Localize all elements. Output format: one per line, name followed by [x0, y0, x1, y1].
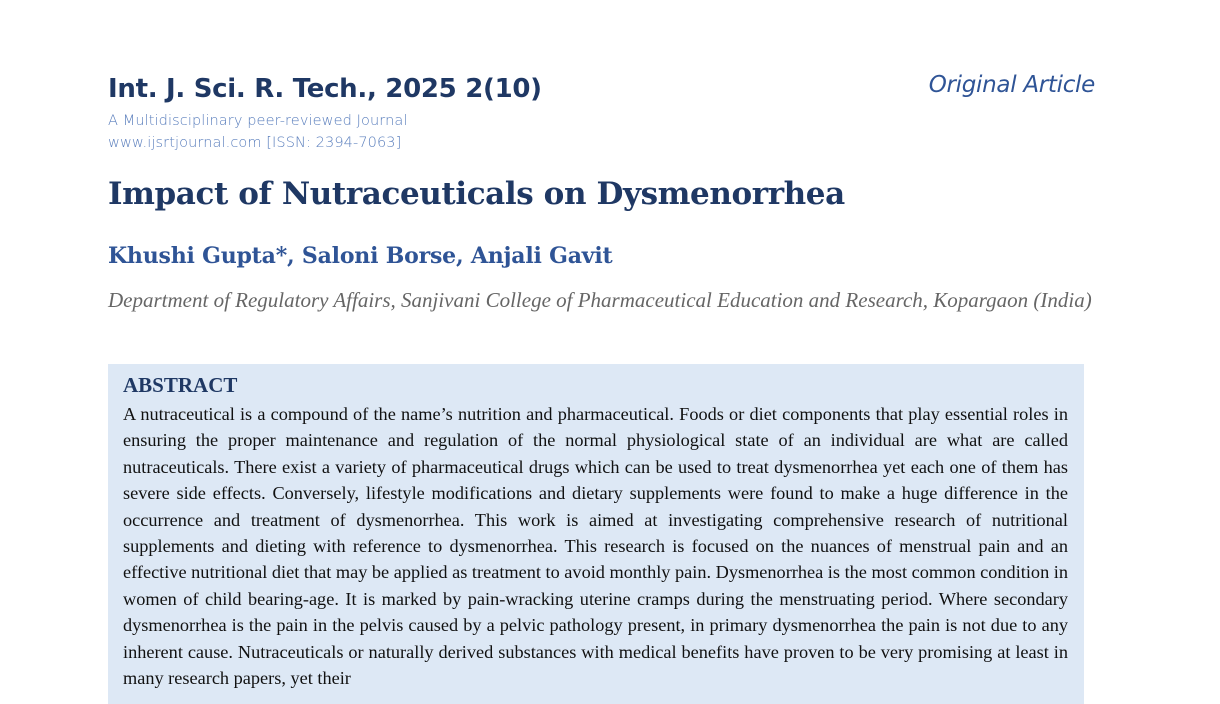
author-affiliation: Department of Regulatory Affairs, Sanjivani College of Pharmaceutical Education and Research, Kopargaon (India) [108, 288, 1092, 312]
journal-subtitle: A Multidisciplinary peer-reviewed Journal [108, 113, 408, 129]
article-type-label: Original Article [928, 72, 1095, 98]
abstract-section [108, 364, 1084, 704]
abstract-heading: ABSTRACT [123, 373, 238, 397]
paper-title: Impact of Nutraceuticals on Dysmenorrhea [108, 176, 845, 212]
author-list: Khushi Gupta*, Saloni Borse, Anjali Gavit [108, 243, 613, 269]
journal-title: Int. J. Sci. R. Tech., 2025 2(10) [108, 74, 542, 104]
journal-website-issn: www.ijsrtjournal.com [ISSN: 2394-7063] [108, 135, 402, 151]
abstract-text: A nutraceutical is a compound of the name’s nutrition and pharmaceutical. Foods or diet components that play essential roles in ensuring the proper maintenance and regulation of the normal physiological state of an individual are what are called nutraceuticals. There exist a variety of pharmaceutical drugs which can be used to treat dysmenorrhea yet each one of them has severe side effects. Conversely, lifestyle modifications and dietary supplements were found to make a huge difference in the occurrence and treatment of dysmenorrhea. This work is aimed at investigating comprehensive research of nutritional supplements and dieting with reference to dysmenorrhea. This research is focused on the nuances of menstrual pain and an effective nutritional diet that may be applied as treatment to avoid monthly pain. Dysmenorrhea is the most common condition in women of child bearing-age. It is marked by pain-wracking uterine cramps during the menstruating period. Where secondary dysmenorrhea is the pain in the pelvis caused by a pelvic pathology present, in primary dysmenorrhea the pain is not due to any inherent cause. Nutraceuticals or naturally derived substances with medical benefits have proven to be very promising at least in many research papers, yet their [123, 404, 1068, 689]
